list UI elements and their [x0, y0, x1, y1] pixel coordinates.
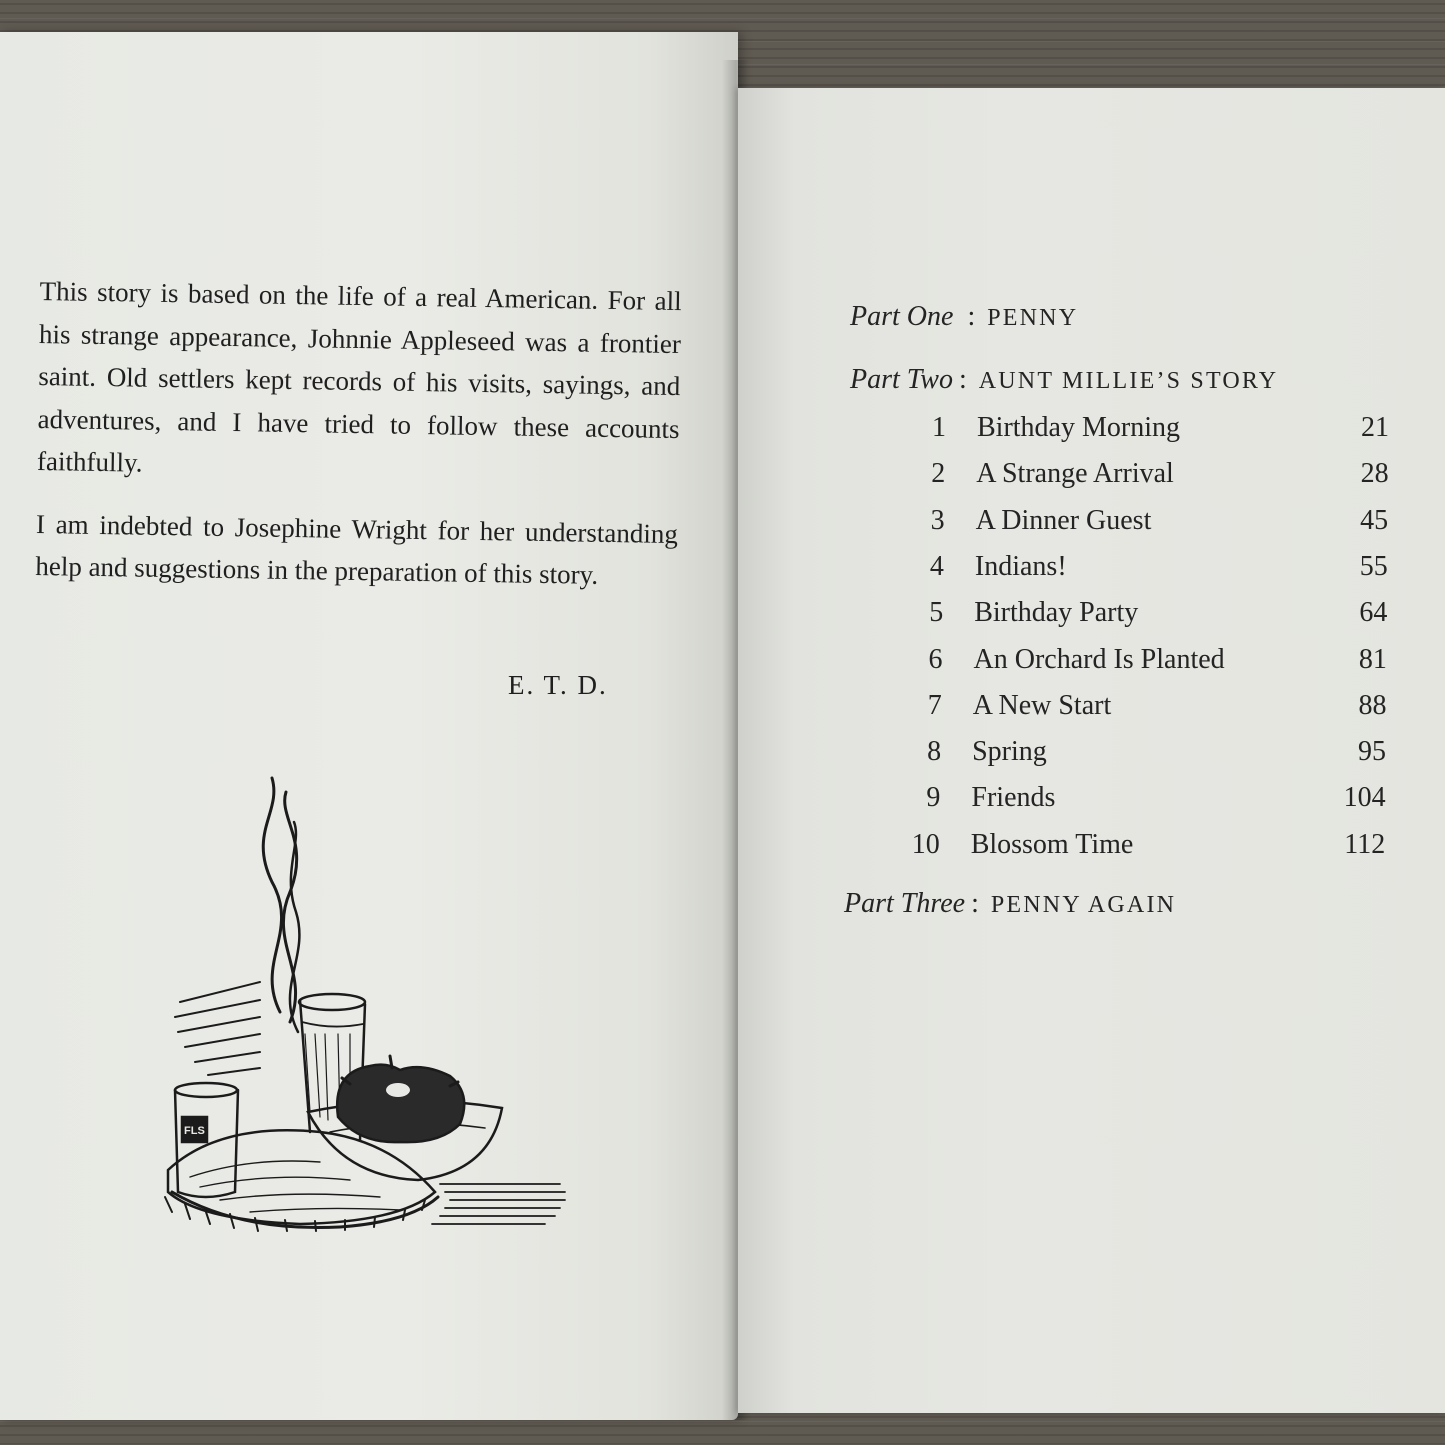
chapter-page-number: 95	[1358, 736, 1387, 768]
chapter-page-number: 21	[1361, 412, 1389, 443]
chapter-title: A New Start	[972, 689, 1112, 721]
part-title: PENNY	[987, 305, 1079, 331]
chapter-title: A Dinner Guest	[975, 504, 1152, 536]
part-label: Part One	[850, 301, 954, 332]
chapter-number: 6	[928, 643, 943, 675]
chapter-page-number: 64	[1359, 597, 1388, 629]
part-separator: :	[958, 364, 967, 395]
chapter-title: An Orchard Is Planted	[973, 643, 1225, 675]
part-separator: :	[971, 888, 979, 919]
intro-text	[35, 270, 682, 618]
chapter-number: 10	[911, 828, 940, 860]
chapter-number: 9	[926, 782, 941, 814]
chapter-number: 7	[927, 689, 942, 721]
chapter-page-number: 104	[1343, 782, 1386, 814]
chapter-page-number: 55	[1359, 550, 1388, 582]
chapter-page-number: 88	[1358, 689, 1387, 721]
part-two-heading	[850, 364, 1278, 396]
chapter-page-number: 45	[1360, 504, 1389, 536]
chapter-number: 4	[929, 550, 944, 582]
chapter-page-number: 112	[1344, 828, 1386, 860]
jar-label: FLS	[184, 1125, 205, 1137]
chapter-title: Friends	[971, 782, 1056, 814]
chapter-number: 2	[931, 458, 946, 490]
chapter-title: Blossom Time	[970, 828, 1134, 860]
right-page	[738, 88, 1445, 1413]
chapter-title: Indians!	[974, 550, 1067, 582]
part-one-heading	[850, 301, 1078, 333]
chapter-title: A Strange Arrival	[976, 458, 1174, 490]
part-three-heading	[844, 888, 1176, 920]
chapter-number: 5	[929, 597, 944, 629]
chapter-page-number: 28	[1360, 458, 1389, 490]
part-separator: :	[967, 301, 976, 332]
intro-paragraph-2: I am indebted to Josephine Wright for her understanding help and suggestions in the preparation of this story.	[35, 508, 679, 590]
chapter-number: 3	[930, 504, 945, 536]
author-initials: E. T. D.	[508, 670, 608, 700]
chapter-number: 8	[927, 736, 942, 768]
part-title: PENNY AGAIN	[990, 892, 1177, 918]
table-of-contents	[738, 88, 1445, 1413]
intro-paragraph-1: This story is based on the life of a real American. For all his strange appearance, Johnnie Appleseed was a frontier saint. Old settlers kept records of his visits, sayings, and adventures, and I have tried to follow these accounts faithfully.	[36, 275, 682, 478]
chapter-title: Birthday Morning	[977, 412, 1180, 443]
chapter-number: 1	[932, 412, 946, 443]
part-title: AUNT MILLIE’S STORY	[978, 368, 1279, 394]
part-label: Part Two	[850, 364, 953, 395]
chapter-page-number: 81	[1358, 643, 1387, 675]
part-label: Part Three	[844, 888, 966, 919]
pie-glasses-apple-bowl-drawing	[160, 772, 570, 1232]
chapter-title: Birthday Party	[974, 597, 1139, 629]
left-page	[0, 32, 738, 1420]
chapter-title: Spring	[972, 736, 1047, 768]
